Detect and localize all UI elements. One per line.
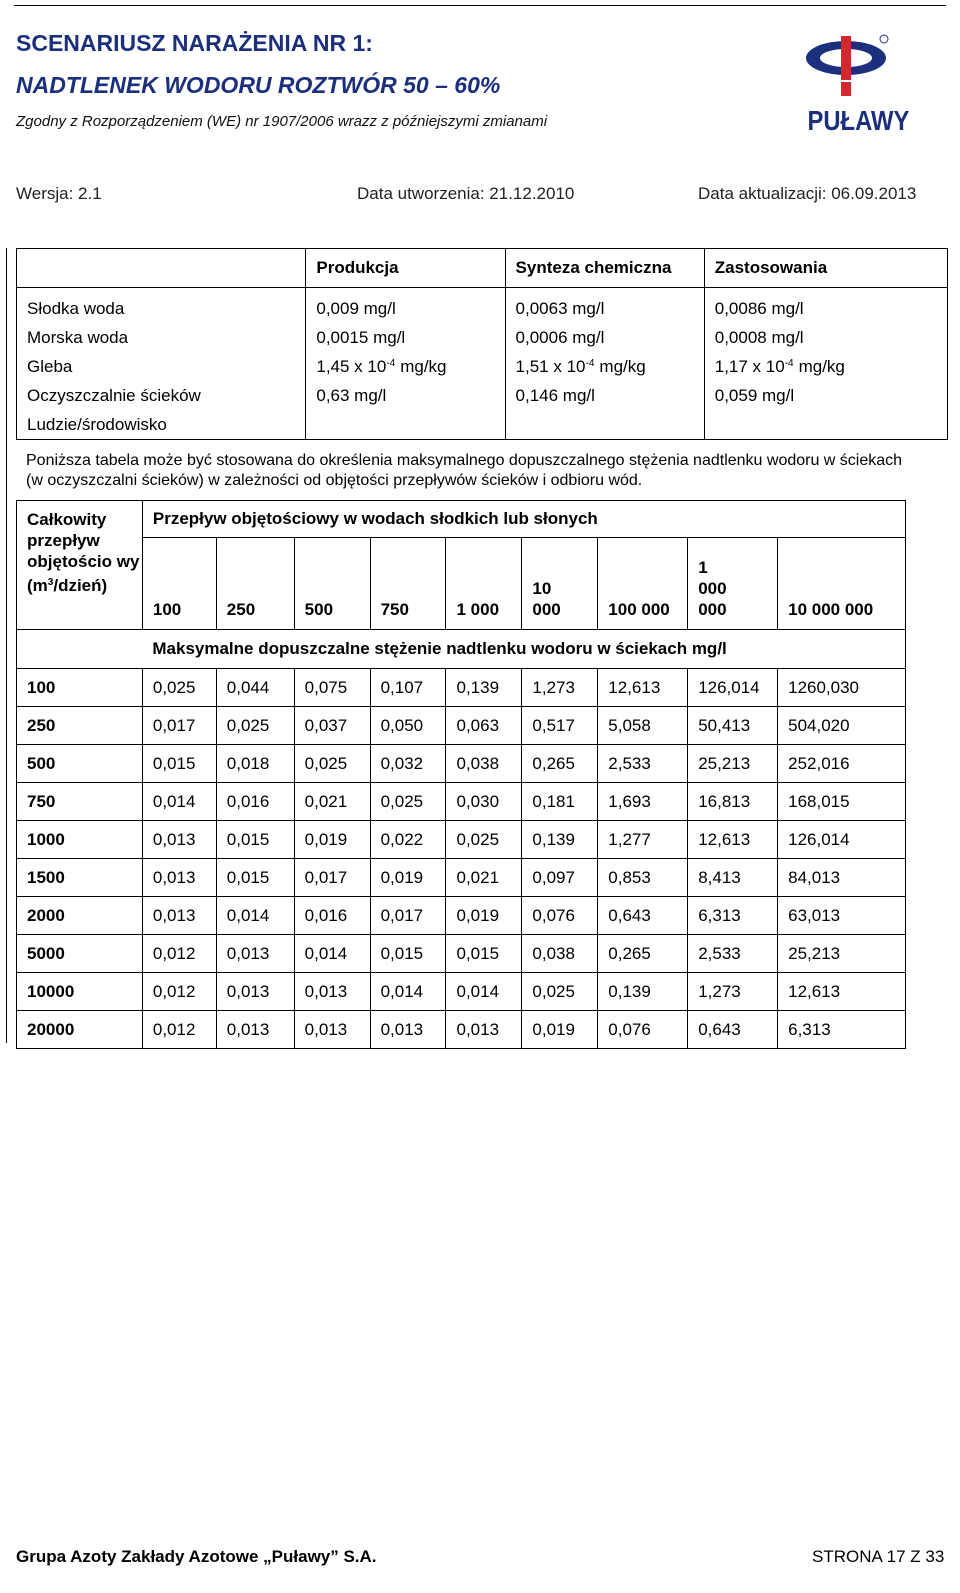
- table-cell: 25,213: [778, 935, 906, 973]
- table-cell: 1,277: [598, 821, 688, 859]
- table-cell: 0,038: [446, 745, 522, 783]
- table-cell: 0,025: [216, 707, 294, 745]
- row-header-unit-a: (m: [27, 576, 48, 595]
- exposure-table: [16, 248, 948, 440]
- table-cell: 8,413: [688, 859, 778, 897]
- exposure-row: [17, 288, 948, 324]
- note-paragraph: Poniższa tabela może być stosowana do określenia maksymalnego dopuszczalnego stężenia nadtlenku wodoru w ściekach (w oczyszczalni ścieków) w zależności od objętości przepływów ścieków i odbioru wód.: [26, 452, 903, 489]
- table-cell: 5,058: [598, 707, 688, 745]
- flow-column-header: 10 000: [522, 538, 598, 630]
- table-cell: 6,313: [688, 897, 778, 935]
- table-row: [17, 935, 906, 973]
- table-cell: 252,016: [778, 745, 906, 783]
- flow-column-header: 10 000 000: [778, 538, 906, 630]
- table-cell: 0,016: [294, 897, 370, 935]
- table-cell: 0,014: [216, 897, 294, 935]
- flow-header: Przepływ objętościowy w wodach słodkich lub słonych: [142, 501, 905, 538]
- table-cell: 0,643: [688, 1011, 778, 1049]
- table-cell: 0,015: [216, 859, 294, 897]
- exposure-cell-exponent: -4: [784, 357, 794, 369]
- flow-row-header: 20000: [17, 1011, 143, 1049]
- exposure-cell: 0,0006 mg/l: [505, 323, 704, 352]
- table-row: [17, 859, 906, 897]
- row-header-unit-c: /dzień): [53, 576, 108, 595]
- exposure-cell-exponent: -4: [386, 357, 396, 369]
- table-cell: 0,139: [522, 821, 598, 859]
- table-cell: 0,265: [598, 935, 688, 973]
- table-cell: 1,273: [522, 669, 598, 707]
- table-cell: 0,017: [370, 897, 446, 935]
- table-cell: 0,013: [294, 973, 370, 1011]
- exposure-cell-unit: mg/kg: [798, 356, 845, 376]
- exposure-header-cell: Zastosowania: [704, 249, 947, 288]
- table-cell: 0,076: [522, 897, 598, 935]
- table-cell: 0,038: [522, 935, 598, 973]
- table-cell: 0,013: [294, 1011, 370, 1049]
- table-cell: 0,025: [446, 821, 522, 859]
- footer-page-number: STRONA 17 Z 33: [812, 1547, 945, 1566]
- flow-row-header: 1500: [17, 859, 143, 897]
- flow-row-header: 5000: [17, 935, 143, 973]
- exposure-cell-exponent: -4: [585, 357, 595, 369]
- flow-row-header: 1000: [17, 821, 143, 859]
- table-cell: 0,015: [370, 935, 446, 973]
- flow-column-header: 750: [370, 538, 446, 630]
- exposure-header-cell: Produkcja: [306, 249, 505, 288]
- table-cell: 0,022: [370, 821, 446, 859]
- table-cell: 0,012: [142, 973, 216, 1011]
- table-cell: 0,015: [142, 745, 216, 783]
- table-cell: 0,013: [216, 935, 294, 973]
- flow-row-header: 2000: [17, 897, 143, 935]
- table-cell: 0,853: [598, 859, 688, 897]
- flow-column-header: 1 000 000: [688, 538, 778, 630]
- table-cell: 0,030: [446, 783, 522, 821]
- table-cell: 0,517: [522, 707, 598, 745]
- table-cell: 0,021: [446, 859, 522, 897]
- table-cell: 0,097: [522, 859, 598, 897]
- table-cell: 1,273: [688, 973, 778, 1011]
- table-cell: 0,017: [294, 859, 370, 897]
- table-cell: 0,015: [446, 935, 522, 973]
- table-cell: 0,076: [598, 1011, 688, 1049]
- exposure-cell: 0,059 mg/l: [704, 381, 947, 410]
- flow-columns-row: [17, 538, 906, 630]
- exposure-cell-mantissa: 1,17 x 10: [714, 356, 785, 376]
- table-cell: 0,014: [142, 783, 216, 821]
- table-cell: 0,063: [446, 707, 522, 745]
- table-cell: 2,533: [598, 745, 688, 783]
- exposure-cell: [704, 352, 947, 381]
- table-cell: 0,075: [294, 669, 370, 707]
- table-cell: 0,013: [216, 1011, 294, 1049]
- table-row: [17, 669, 906, 707]
- table-cell: 0,139: [446, 669, 522, 707]
- exposure-row-label: Oczyszczalnie ścieków: [17, 381, 306, 410]
- table-cell: 50,413: [688, 707, 778, 745]
- pulawy-logo-icon: [800, 30, 900, 110]
- table-row: [17, 707, 906, 745]
- exposure-cell-unit: mg/kg: [400, 356, 447, 376]
- flow-row-header: 250: [17, 707, 143, 745]
- exposure-row-label: Gleba: [17, 352, 306, 381]
- table-cell: 0,013: [446, 1011, 522, 1049]
- flow-row-header: 500: [17, 745, 143, 783]
- table-cell: 84,013: [778, 859, 906, 897]
- exposure-row: [17, 352, 948, 381]
- exposure-row-label: Morska woda: [17, 323, 306, 352]
- table-cell: 16,813: [688, 783, 778, 821]
- table-cell: 0,013: [142, 821, 216, 859]
- page-title-line2: NADTLENEK WODORU ROZTWÓR 50 – 60%: [16, 72, 501, 98]
- table-cell: 0,025: [294, 745, 370, 783]
- row-header-unit-sup: 3: [47, 577, 54, 588]
- table-cell: 0,018: [216, 745, 294, 783]
- exposure-cell: 0,0063 mg/l: [505, 288, 704, 324]
- table-cell: 0,013: [142, 897, 216, 935]
- table-row: [17, 745, 906, 783]
- version-label: Wersja: 2.1: [16, 184, 102, 203]
- table-cell: 126,014: [778, 821, 906, 859]
- header-rule: [14, 5, 946, 6]
- table-cell: 0,019: [370, 859, 446, 897]
- flow-column-header: 250: [216, 538, 294, 630]
- table-cell: 0,050: [370, 707, 446, 745]
- exposure-cell: 0,0015 mg/l: [306, 323, 505, 352]
- table-cell: 0,013: [370, 1011, 446, 1049]
- exposure-header-cell: Synteza chemiczna: [505, 249, 704, 288]
- flow-row-header: 750: [17, 783, 143, 821]
- table-cell: 0,037: [294, 707, 370, 745]
- exposure-row: [17, 410, 948, 440]
- table-cell: 1260,030: [778, 669, 906, 707]
- exposure-cell: [704, 410, 947, 440]
- exposure-cell-unit: mg/kg: [599, 356, 646, 376]
- table-row: [17, 783, 906, 821]
- logo-wordmark: PUŁAWY: [807, 105, 910, 136]
- table-row: [17, 973, 906, 1011]
- flow-column-header: 100: [142, 538, 216, 630]
- table-cell: 0,265: [522, 745, 598, 783]
- table-cell: 63,013: [778, 897, 906, 935]
- table-cell: 168,015: [778, 783, 906, 821]
- table-cell: 0,019: [522, 1011, 598, 1049]
- table-cell: 0,015: [216, 821, 294, 859]
- exposure-cell: [306, 410, 505, 440]
- created-date: Data utworzenia: 21.12.2010: [357, 184, 575, 203]
- exposure-body: [17, 288, 948, 440]
- table-cell: 1,693: [598, 783, 688, 821]
- flow-row-header: 100: [17, 669, 143, 707]
- table-cell: 0,025: [142, 669, 216, 707]
- exposure-cell: 0,0008 mg/l: [704, 323, 947, 352]
- row-header-label: [17, 501, 143, 630]
- table-cell: 0,643: [598, 897, 688, 935]
- subheader-label: Maksymalne dopuszczalne stężenie nadtlenku wodoru w ściekach mg/l: [142, 630, 905, 669]
- table-cell: 504,020: [778, 707, 906, 745]
- exposure-cell: [505, 410, 704, 440]
- table-cell: 0,014: [446, 973, 522, 1011]
- flow-column-header: 100 000: [598, 538, 688, 630]
- prediction-header-row: [17, 501, 906, 538]
- table-cell: 0,044: [216, 669, 294, 707]
- table-cell: 0,139: [598, 973, 688, 1011]
- flow-column-header: 500: [294, 538, 370, 630]
- subheader-empty: [17, 630, 143, 669]
- exposure-cell: 0,0086 mg/l: [704, 288, 947, 324]
- table-cell: 126,014: [688, 669, 778, 707]
- table-cell: 12,613: [598, 669, 688, 707]
- table-cell: 0,032: [370, 745, 446, 783]
- table-cell: 0,181: [522, 783, 598, 821]
- table-cell: 0,107: [370, 669, 446, 707]
- left-margin-rule: [6, 248, 7, 1043]
- table-cell: 0,019: [294, 821, 370, 859]
- exposure-cell: 0,009 mg/l: [306, 288, 505, 324]
- table-cell: 6,313: [778, 1011, 906, 1049]
- table-cell: 0,012: [142, 935, 216, 973]
- exposure-cell: 0,146 mg/l: [505, 381, 704, 410]
- prediction-table: [16, 500, 906, 1049]
- exposure-row-label: Słodka woda: [17, 288, 306, 324]
- table-cell: 0,013: [216, 973, 294, 1011]
- subheader-row: [17, 630, 906, 669]
- flow-row-header: 10000: [17, 973, 143, 1011]
- exposure-row: [17, 323, 948, 352]
- exposure-header-row: [17, 249, 948, 288]
- pulawy-logo: [800, 30, 910, 140]
- table-cell: 2,533: [688, 935, 778, 973]
- flow-column-header: 1 000: [446, 538, 522, 630]
- exposure-row: [17, 381, 948, 410]
- table-cell: 0,019: [446, 897, 522, 935]
- regulation-line: Zgodny z Rozporządzeniem (WE) nr 1907/2006 wrazz z późniejszymi zmianami: [16, 113, 548, 130]
- updated-date: Data aktualizacji: 06.09.2013: [698, 184, 917, 203]
- table-cell: 25,213: [688, 745, 778, 783]
- table-cell: 0,014: [294, 935, 370, 973]
- exposure-cell-mantissa: 1,45 x 10: [316, 356, 387, 376]
- table-cell: 12,613: [688, 821, 778, 859]
- table-row: [17, 821, 906, 859]
- table-cell: 0,014: [370, 973, 446, 1011]
- exposure-header-cell: [17, 249, 306, 288]
- table-cell: 0,025: [522, 973, 598, 1011]
- table-cell: 0,017: [142, 707, 216, 745]
- exposure-cell-mantissa: 1,51 x 10: [515, 356, 586, 376]
- table-cell: 0,025: [370, 783, 446, 821]
- row-header-label-text: Całkowity przepływ objętościo wy: [27, 510, 140, 571]
- footer-company: Grupa Azoty Zakłady Azotowe „Puławy” S.A.: [16, 1547, 377, 1566]
- exposure-row-label: Ludzie/środowisko: [17, 410, 306, 440]
- table-cell: 0,013: [142, 859, 216, 897]
- table-cell: 12,613: [778, 973, 906, 1011]
- exposure-cell: [306, 352, 505, 381]
- table-row: [17, 897, 906, 935]
- page-title-line1: SCENARIUSZ NARAŻENIA NR 1:: [16, 30, 373, 56]
- exposure-cell: 0,63 mg/l: [306, 381, 505, 410]
- prediction-body: [17, 669, 906, 1049]
- table-cell: 0,016: [216, 783, 294, 821]
- exposure-cell: [505, 352, 704, 381]
- table-cell: 0,012: [142, 1011, 216, 1049]
- table-row: [17, 1011, 906, 1049]
- table-cell: 0,021: [294, 783, 370, 821]
